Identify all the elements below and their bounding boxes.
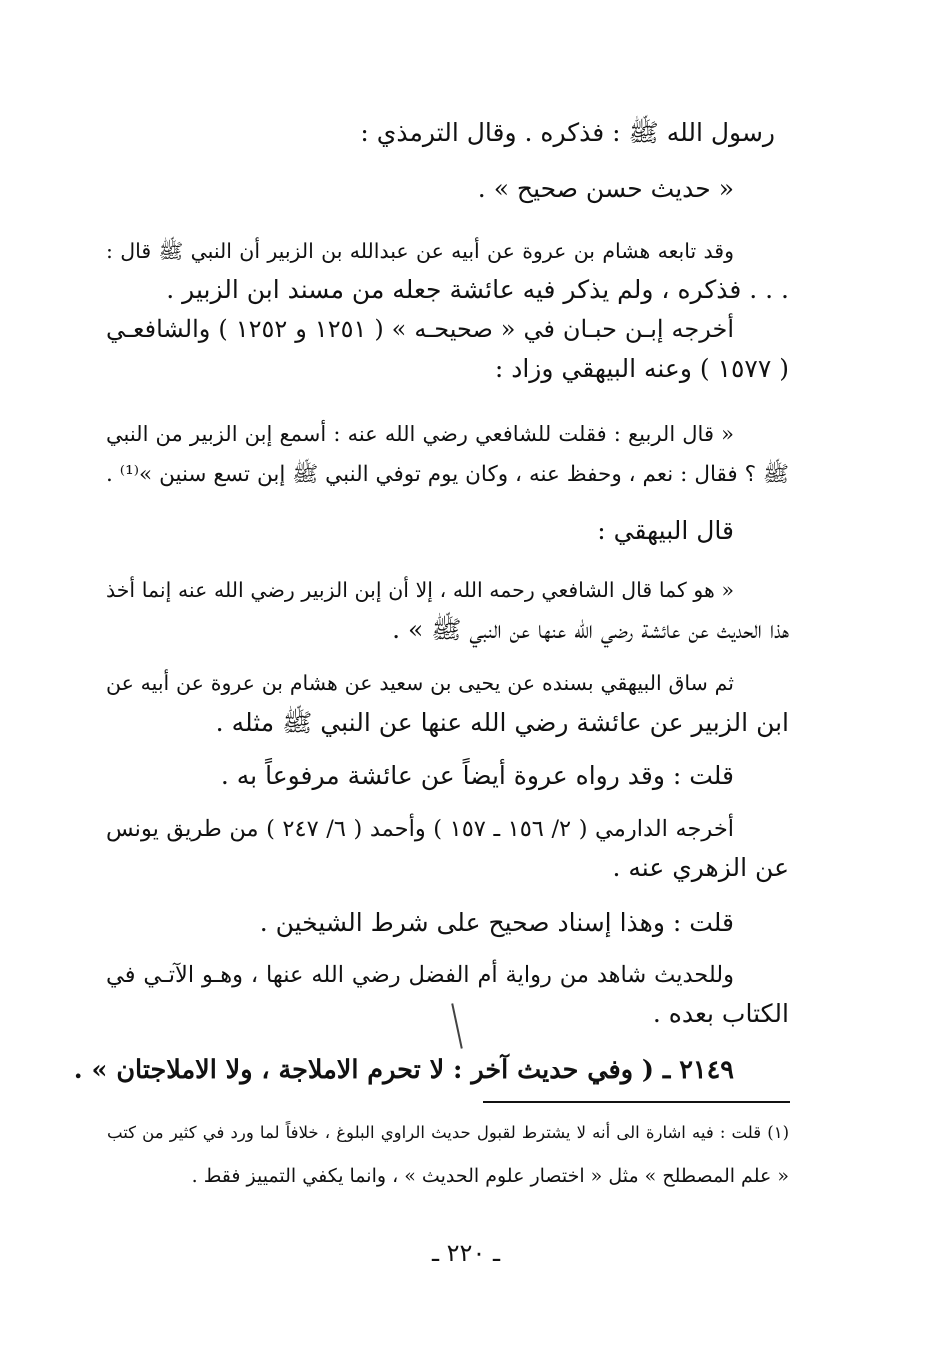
text-line: قال البيهقي :	[597, 516, 734, 545]
text-line: « هو كما قال الشافعي رحمه الله ، إلا أن إبن الزبير رضي الله عنه إنما أخذ	[106, 578, 734, 602]
text-line: قلت : وهذا إسناد صحيح على شرط الشيخين .	[259, 908, 734, 937]
text-line: هذا الحديث عن عائشة رضي الله عنها عن النبي ﷺ » .	[392, 615, 789, 644]
footnote-line: « علم المصطلح » مثل « اختصار علوم الحديث » ، وانما يكفي التمييز فقط .	[191, 1165, 789, 1187]
text-line: وقد تابعه هشام بن عروة عن أبيه عن عبدالله بن الزبير أن النبي ﷺ قال :	[106, 239, 734, 263]
text-line: ( ١٥٧٧ ) وعنه البيهقي وزاد :	[494, 354, 789, 383]
text-line: « حديث حسن صحيح » .	[477, 174, 734, 203]
text-line: أخرجه الدارمي ( ٢/ ١٥٦ ـ ١٥٧ ) وأحمد ( ٦/ ٢٤٧ ) من طريق يونس	[106, 816, 735, 842]
text-line: الكتاب بعده .	[652, 999, 789, 1028]
text-line: قلت : وقد رواه عروة أيضاً عن عائشة مرفوعاً به .	[220, 761, 734, 790]
text-line: . . . فذكره ، ولم يذكر فيه عائشة جعله من مسند ابن الزبير .	[166, 275, 789, 304]
footnote-line: (١) قلت : فيه اشارة الى أنه لا يشترط لقبول حديث الراوي البلوغ ، خلافاً لما ورد في كثير من كتب	[107, 1123, 789, 1142]
text-line: ثم ساق البيهقي بسنده عن يحيى بن سعيد عن هشام بن عروة عن أبيه عن	[106, 671, 734, 695]
text-line: عن الزهري عنه .	[612, 853, 789, 882]
text-line: أخرجه إبـن حبـان في « صحيحـه » ( ١٢٥١ و ١٢٥٢ ) والشافعـي	[106, 315, 734, 343]
footnote-separator	[483, 1101, 790, 1103]
text-line: ابن الزبير عن عائشة رضي الله عنها عن النبي ﷺ مثله .	[215, 708, 789, 737]
text-line: « قال الربيع : فقلت للشافعي رضي الله عنه : أسمع إبن الزبير من النبي	[106, 422, 734, 446]
text-line: ﷺ ؟ فقال : نعم ، وحفظ عنه ، وكان يوم توفي النبي ﷺ إبن تسع سنين »⁽¹⁾ .	[106, 462, 789, 487]
hadith-heading: ٢١٤٩ ـ ( وفي حديث آخر : لا تحرم الاملاجة ، ولا الاملاجتان » .	[73, 1055, 734, 1085]
text-line: وللحديث شاهد من رواية أم الفضل رضي الله عنها ، وهـو الآتـي في	[106, 962, 734, 988]
text-line: رسول الله ﷺ : فذكره . وقال الترمذي :	[360, 118, 775, 147]
page-number: ـ ٢٢٠ ـ	[431, 1239, 500, 1267]
